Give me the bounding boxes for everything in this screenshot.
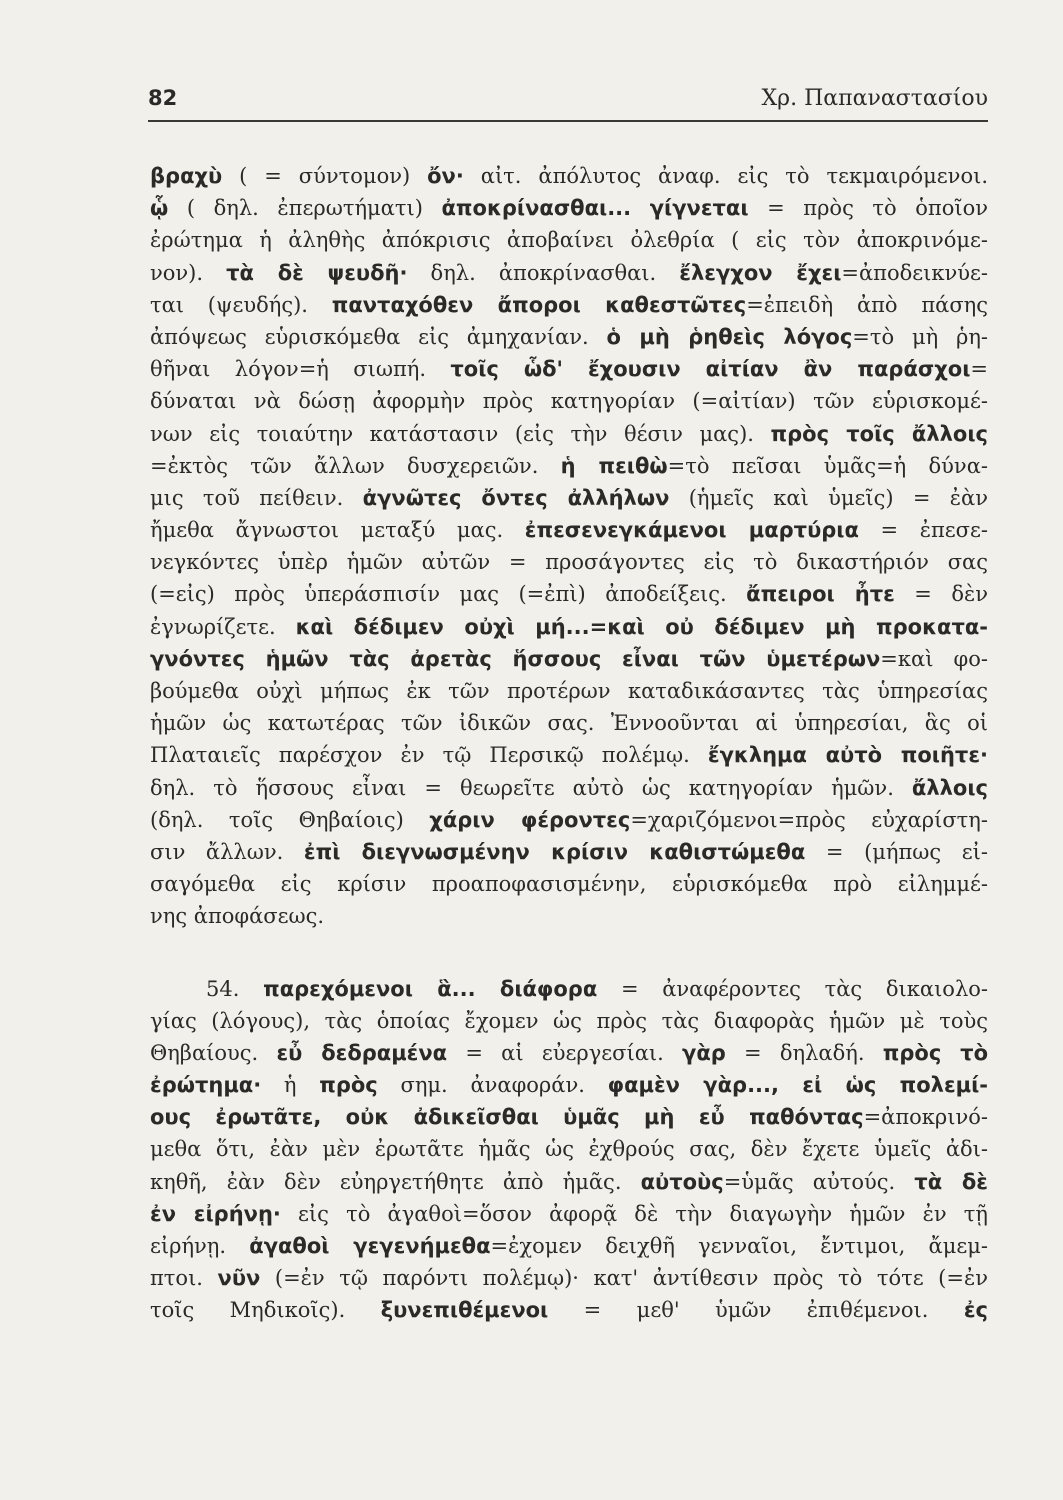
gloss-text: σημ. ἀναφοράν. [377, 1073, 608, 1098]
gloss-text: =ἀποδεικνύε- [841, 260, 988, 285]
text-line [150, 1101, 988, 1133]
lemma-term: ους ἐρωτᾶτε, οὐκ ἀδικεῖσθαι ὑμᾶς μὴ εὖ παθόντας [150, 1105, 864, 1130]
gloss-text: =χαριζόμενοι=πρὸς εὐχαρίστη- [630, 807, 988, 832]
lemma-term: εὖ δεδραμένα [276, 1040, 448, 1065]
text-line [150, 868, 988, 900]
text-line [150, 418, 988, 450]
gloss-text: μις τοῦ πείθειν. [150, 485, 363, 510]
lemma-term: ἡ πειθὼ [560, 453, 668, 478]
lemma-term: ἀποκρίνασθαι... [441, 196, 632, 221]
gloss-text: ( δηλ. ἐπερωτήματι) [168, 196, 442, 221]
gloss-text: (δηλ. τοῖς Θηβαίοις) [150, 807, 430, 832]
text-line [150, 385, 988, 417]
lemma-term: παρεχόμενοι ἃ... διάφορα [263, 976, 598, 1001]
text-line [150, 353, 988, 385]
gloss-text: πτοι. [150, 1266, 218, 1291]
text-line [150, 973, 988, 1005]
text-line [150, 900, 988, 932]
lemma-term: τὰ δὲ [914, 1169, 988, 1194]
gloss-text: ἤμεθα ἄγνωστοι μεταξύ μας. [150, 518, 525, 543]
gloss-text: ἀπόψεως εὑρισκόμεθα εἰς ἀμηχανίαν. [150, 324, 607, 349]
gloss-text: = δὲν [894, 582, 988, 607]
gloss-text: =τὸ μὴ ῥη- [852, 324, 988, 349]
lemma-term: αὐτοὺς [640, 1169, 724, 1194]
gloss-text: βούμεθα οὐχὶ μήπως ἐκ τῶν προτέρων καταδικάσαντες τὰς ὑπηρεσίας [150, 679, 988, 703]
lemma-term: ἐπεσενεγκάμενοι μαρτύρια [524, 518, 859, 543]
lemma-term: ξυνεπιθέμενοι [380, 1298, 549, 1323]
gloss-text [631, 196, 650, 220]
lemma-term: ἀγαθοὶ γεγενήμεθα [249, 1234, 491, 1258]
gloss-text: =τὸ πεῖσαι ὑμᾶς=ἡ δύνα- [667, 453, 988, 478]
text-line [150, 804, 988, 836]
gloss-text: κηθῆ, ἐὰν δὲν εὐηργετήθητε ἀπὸ ἡμᾶς. [150, 1169, 641, 1194]
gloss-text: =ἐχομεν δειχθῆ γενναῖοι, ἔντιμοι, ἄμεμ- [490, 1234, 988, 1258]
gloss-text: =ἐπειδὴ ἀπὸ πάσης [746, 292, 988, 317]
gloss-text: = πρὸς τὸ ὁποῖον [748, 196, 988, 221]
text-line [150, 514, 988, 546]
lemma-term: τοῖς ὧδ' ἔχουσιν αἰτίαν ἂν παράσχοι [450, 357, 971, 382]
gloss-text: =ἐκτὸς τῶν ἄλλων δυσχερειῶν. [150, 453, 561, 478]
text-line [150, 611, 988, 643]
gloss-text: δύναται νὰ δώσῃ ἀφορμὴν πρὸς κατηγορίαν (=αἰτίαν) τῶν εὑρισκομέ- [150, 389, 988, 414]
lemma-term: γὰρ [682, 1040, 726, 1065]
page-header [148, 86, 988, 122]
gloss-text: 54. [206, 976, 264, 1001]
gloss-text: δηλ. τὸ ἥσσους εἶναι = θεωρεῖτε αὐτὸ ὡς κατηγορίαν ἡμῶν. [150, 775, 912, 800]
text-line [150, 1230, 988, 1262]
lemma-term: ἄλλοις [911, 775, 988, 800]
gloss-text: δηλ. ἀποκρίνασθαι. [407, 260, 680, 285]
gloss-text: νεγκόντες ὑπὲρ ἡμῶν αὐτῶν = προσάγοντες εἰς τὸ δικαστήριόν σας [150, 550, 988, 575]
gloss-text: =ἀποκρινό- [863, 1105, 988, 1130]
gloss-text: (=εἰς) πρὸς ὑπεράσπισίν μας (=ἐπὶ) ἀποδείξεις. [150, 582, 747, 607]
gloss-text: = [970, 357, 988, 382]
gloss-text: νης ἀποφάσεως. [150, 904, 325, 929]
text-line [150, 739, 988, 771]
gloss-text: Θηβαίους. [150, 1040, 277, 1065]
lemma-term: ἀγνῶτες ὄντες ἀλλήλων [362, 485, 670, 510]
lemma-term: ἐρώτημα· [150, 1073, 262, 1098]
lemma-term: ἐν εἰρήνῃ· [150, 1201, 281, 1226]
gloss-text: εἰς τὸ ἀγαθοὶ=ὅσον ἀφορᾷ δὲ τὴν διαγωγὴν ἡμῶν ἐν τῇ [280, 1201, 988, 1226]
text-line [150, 1262, 988, 1294]
text-line [150, 546, 988, 578]
lemma-term: βραχὺ [150, 164, 223, 188]
gloss-text: ται (ψευδής). [150, 292, 332, 317]
gloss-text: ἡ [261, 1073, 320, 1098]
text-line [150, 450, 988, 482]
text-line [150, 289, 988, 321]
lemma-term: χάριν φέροντες [429, 807, 631, 832]
gloss-text: νον). [150, 260, 227, 285]
lemma-term: ἐς [963, 1298, 988, 1323]
gloss-text: εἰρήνῃ. [150, 1234, 250, 1258]
text-line [150, 1294, 988, 1326]
lemma-term: γνόντες ἡμῶν τὰς ἀρετὰς ἥσσους εἶναι τῶν ὑμετέρων [150, 646, 881, 671]
text-line [150, 675, 988, 707]
text-line [150, 1198, 988, 1230]
text-line [150, 707, 988, 739]
lemma-term: φαμὲν γὰρ..., εἰ ὡς πολεμί- [607, 1073, 988, 1098]
lemma-term: ὄν· [427, 164, 464, 188]
text-line [150, 160, 988, 192]
paragraph-spacer [150, 933, 988, 973]
lemma-term: ἐπὶ διεγνωσμένην κρίσιν καθιστώμεθα [303, 839, 806, 864]
lemma-term: ὁ μὴ ῥηθεὶς λόγος [606, 324, 853, 349]
gloss-text: = αἱ εὐεργεσίαι. [447, 1040, 683, 1065]
text-line [150, 1037, 988, 1069]
gloss-text: (=ἐν τῷ παρόντι πολέμῳ)· κατ' ἀντίθεσιν πρὸς τὸ τότε (=ἐν [260, 1266, 988, 1291]
lemma-term: καὶ δέδιμεν οὐχὶ μή...=καὶ οὐ δέδιμεν μὴ προκατα- [295, 614, 988, 639]
running-title: Χρ. Παπαναστασίου [761, 86, 988, 111]
text-line [150, 772, 988, 804]
text-line [150, 321, 988, 353]
gloss-text: νων εἰς τοιαύτην κατάστασιν (εἰς τὴν θέσιν μας). [150, 421, 771, 446]
lemma-term: ἄπειροι ἦτε [746, 582, 895, 607]
lemma-term: ἔγκλημα αὐτὸ ποιῆτε· [707, 743, 988, 768]
gloss-text: τοῖς Μηδικοῖς). [150, 1298, 381, 1323]
text-line [150, 578, 988, 610]
text-line [150, 643, 988, 675]
text-line [150, 257, 988, 289]
text-line [150, 224, 988, 256]
lemma-term: γίγνεται [649, 196, 749, 221]
lemma-term: ᾧ [150, 196, 169, 221]
gloss-text: (ἡμεῖς καὶ ὑμεῖς) = ἐὰν [669, 485, 988, 510]
gloss-text: = δηλαδή. [725, 1040, 883, 1065]
gloss-text: γίας (λόγους), τὰς ὁποίας ἔχομεν ὡς πρὸς τὰς διαφορὰς ἡμῶν μὲ τοὺς [150, 1008, 988, 1033]
gloss-text: = ἐπεσε- [858, 518, 988, 543]
commentary-text [150, 160, 988, 1327]
text-line [150, 1166, 988, 1198]
text-line [150, 1005, 988, 1037]
gloss-text: μεθα ὅτι, ἐὰν μὲν ἐρωτᾶτε ἡμᾶς ὡς ἐχθρούς σας, δὲν ἔχετε ὑμεῖς ἀδι- [150, 1137, 988, 1162]
lemma-term: νῦν [217, 1266, 261, 1291]
gloss-text: =ὑμᾶς αὐτούς. [723, 1169, 915, 1194]
gloss-text: ἐρώτημα ἡ ἀληθὴς ἀπόκρισις ἀποβαίνει ὀλεθρία ( εἰς τὸν ἀποκρινόμε- [150, 228, 988, 253]
lemma-term: πρὸς [319, 1073, 378, 1098]
gloss-text: = μεθ' ὑμῶν ἐπιθέμενοι. [548, 1298, 964, 1323]
gloss-text: ( = σύντομον) [222, 164, 428, 188]
gloss-text: σιν ἄλλων. [150, 839, 304, 864]
gloss-text: αἰτ. ἀπόλυτος ἀναφ. εἰς τὸ τεκμαιρόμενοι. [463, 164, 988, 188]
text-line [150, 836, 988, 868]
gloss-text: Πλαταιεῖς παρέσχον ἐν τῷ Περσικῷ πολέμῳ. [150, 743, 708, 768]
lemma-term: τὰ δὲ ψευδῆ· [226, 260, 408, 285]
text-line [150, 192, 988, 224]
lemma-term: πανταχόθεν ἄποροι καθεστῶτες [331, 292, 747, 317]
gloss-text: ἡμῶν ὡς κατωτέρας τῶν ἰδικῶν σας. Ἐννοοῦνται αἱ ὑπηρεσίαι, ἃς οἱ [150, 711, 988, 736]
text-line [150, 482, 988, 514]
gloss-text: = ἀναφέροντες τὰς δικαιολο- [597, 976, 988, 1001]
gloss-text: θῆναι λόγον=ἡ σιωπή. [150, 357, 451, 382]
lemma-term: πρὸς τὸ [882, 1040, 988, 1065]
page-number: 82 [148, 86, 178, 110]
gloss-text: = (μήπως εἰ- [805, 839, 988, 864]
gloss-text: σαγόμεθα εἰς κρίσιν προαποφασισμένην, εὑρισκόμεθα πρὸ εἰλημμέ- [150, 872, 988, 897]
gloss-text: ἐγνωρίζετε. [150, 614, 296, 639]
text-line [150, 1133, 988, 1165]
lemma-term: πρὸς τοῖς ἄλλοις [770, 421, 988, 446]
text-line [150, 1069, 988, 1101]
lemma-term: ἔλεγχον ἔχει [679, 260, 842, 285]
gloss-text: =καὶ φο- [880, 646, 988, 671]
